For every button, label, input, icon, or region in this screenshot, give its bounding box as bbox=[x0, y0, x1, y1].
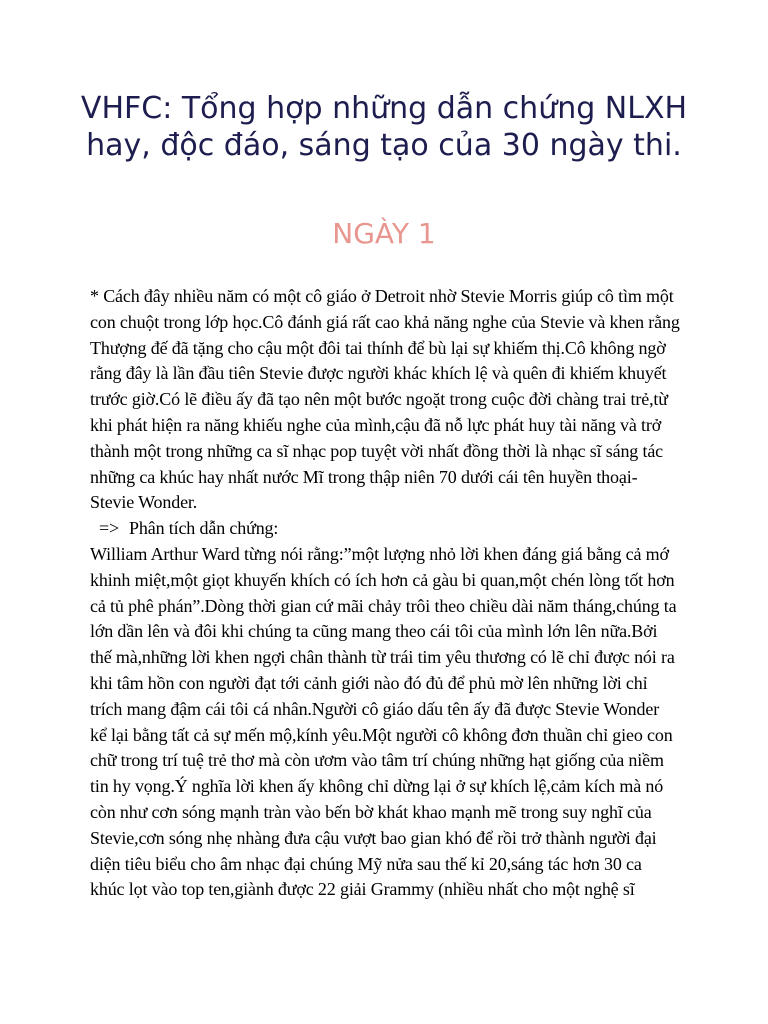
analysis-heading bbox=[90, 516, 680, 542]
document-body bbox=[90, 284, 680, 903]
analysis-paragraph: William Arthur Ward từng nói rằng:”một lượng nhỏ lời khen đáng giá bằng cả mớ khinh miệt,một giọt khuyến khích có ích hơn cả gàu bi quan,một chén lòng tốt hơn cả tủ phê phán”.Dòng thời gian cứ mãi chảy trôi theo chiều dài năm tháng,chúng ta lớn dần lên và đôi khi chúng ta cũng mang theo cái tôi của mình lớn lên nữa.Bởi thế mà,những lời khen ngợi chân thành từ trái tim yêu thương có lẽ chỉ được nói ra khi tâm hồn con người đạt tới cảnh giới nào đó đủ để phủ mờ lên những lời chỉ trích mang đậm cái tôi cá nhân.Người cô giáo dấu tên ấy đã được Stevie Wonder kể lại bằng tất cả sự mến mộ,kính yêu.Một người cô không đơn thuần chỉ gieo con chữ trong trí tuệ trẻ thơ mà còn ươm vào tâm trí chúng những hạt giống của niềm tin hy vọng.Ý nghĩa lời khen ấy không chỉ dừng lại ở sự khích lệ,cảm kích mà nó còn như cơn sóng mạnh tràn vào bến bờ khát khao mạnh mẽ trong suy nghĩ của Stevie,cơn sóng nhẹ nhàng đưa cậu vượt bao gian khó để rồi trở thành người đại diện tiêu biểu cho âm nhạc đại chúng Mỹ nửa sau thế kỉ 20,sáng tác hơn 30 ca khúc lọt vào top ten,giành được 22 giải Grammy (nhiều nhất cho một nghệ sĩ bbox=[90, 543, 677, 900]
day-heading: NGÀY 1 bbox=[332, 217, 436, 250]
story-paragraph: * Cách đây nhiều năm có một cô giáo ở Detroit nhờ Stevie Morris giúp cô tìm một con chuột trong lớp học.Cô đánh giá rất cao khả năng nghe của Stevie và khen rằng Thượng đế đã tặng cho cậu một đôi tai thính để bù lại sự khiếm thị.Cô không ngờ rằng đây là lần đầu tiên Stevie được người khác khích lệ và quên đi khiếm khuyết trước giờ.Có lẽ điều ấy đã tạo nên một bước ngoặt trong cuộc đời chàng trai trẻ,từ khi phát hiện ra năng khiếu nghe của mình,cậu đã nỗ lực phát huy tài năng và trở thành một trong những ca sĩ nhạc pop tuyệt vời nhất đồng thời là nhạc sĩ sáng tác những ca khúc hay nhất nước Mĩ trong thập niên 70 dưới cái tên huyền thoại-Stevie Wonder. bbox=[90, 286, 680, 513]
analysis-label: Phân tích dẫn chứng: bbox=[129, 518, 279, 539]
document-title: VHFC: Tổng hợp những dẫn chứng NLXH hay, độc đáo, sáng tạo của 30 ngày thi. bbox=[80, 91, 688, 163]
arrow-marker: => bbox=[99, 518, 120, 539]
